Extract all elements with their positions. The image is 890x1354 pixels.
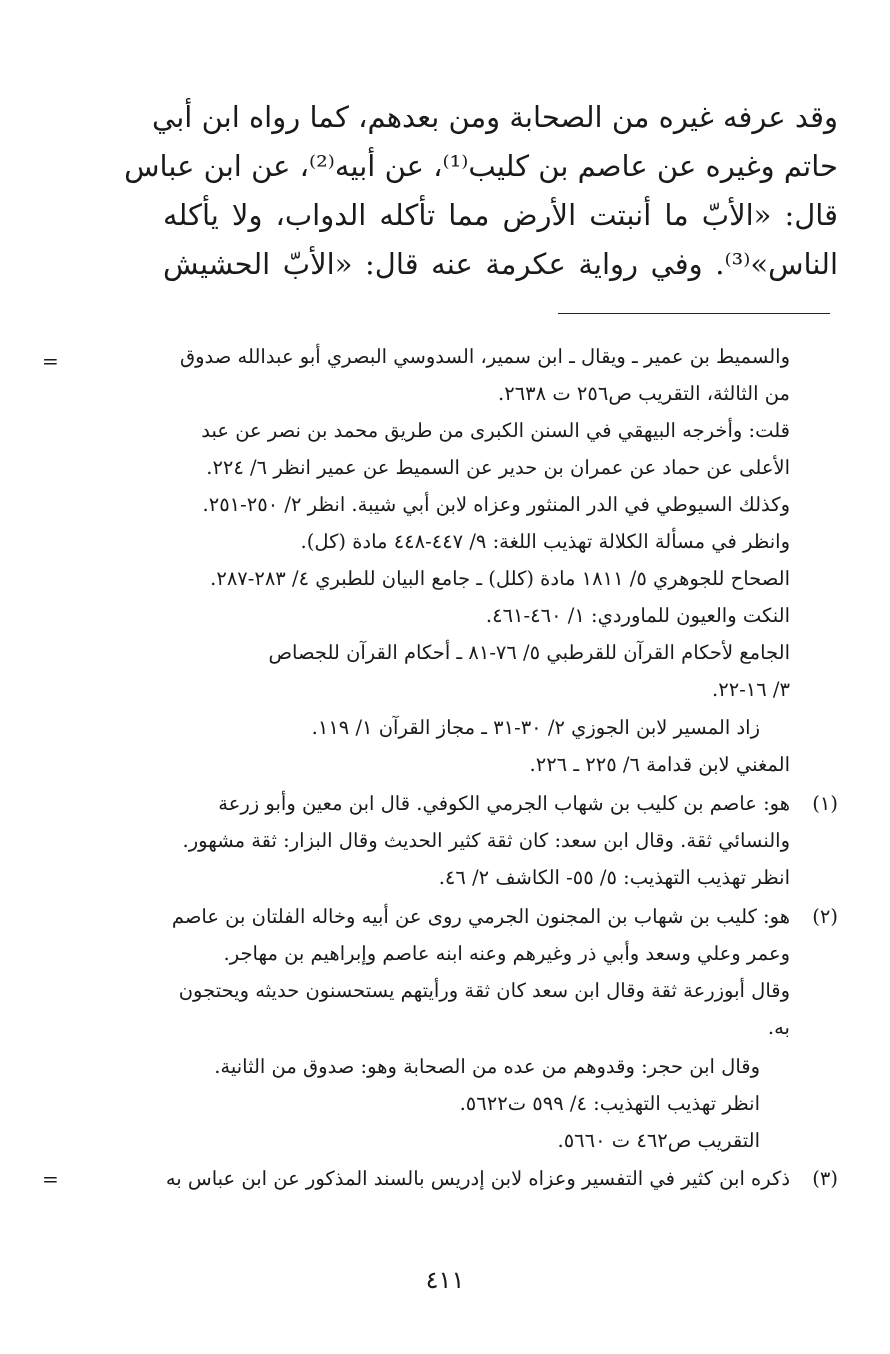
footnote-number: (٣) bbox=[812, 1167, 838, 1190]
continued-note-line: من الثالثة، التقريب ص٢٥٦ ت ٢٦٣٨. bbox=[498, 382, 790, 405]
continued-note-line: الصحاح للجوهري ٥/ ١٨١١ مادة (كلل) ـ جامع البيان للطبري ٤/ ٢٨٣-٢٨٧. bbox=[210, 567, 790, 590]
page-number: ٤١١ bbox=[425, 1266, 465, 1294]
main-text-line-4: الناس»⁽³⁾. وفي رواية عكرمة عنه قال: «الأبّ الحشيش bbox=[163, 247, 838, 281]
continuation-mark: = bbox=[42, 349, 59, 373]
footnote-line: به. bbox=[767, 1016, 790, 1039]
continued-note-line: والسميط بن عمير ـ ويقال ـ ابن سمير، السدوسي البصري أبو عبدالله صدوق bbox=[180, 345, 790, 368]
main-text-line-1: وقد عرفه غيره من الصحابة ومن بعدهم، كما رواه ابن أبي bbox=[152, 100, 838, 134]
continued-note-line: الأعلى عن حماد عن عمران بن حدير عن السميط عن عمير انظر ٦/ ٢٢٤. bbox=[206, 456, 790, 479]
continued-note-line: وانظر في مسألة الكلالة تهذيب اللغة: ٩/ ٤٤٧-٤٤٨ مادة (كل). bbox=[300, 530, 790, 553]
footnote-line: هو: كليب بن شهاب بن المجنون الجرمي روى عن أبيه وخاله الفلتان بن عاصم bbox=[171, 905, 790, 928]
continued-note-line: الجامع لأحكام القرآن للقرطبي ٥/ ٧٦-٨١ ـ أحكام القرآن للجصاص bbox=[268, 641, 790, 664]
footnote-line: انظر تهذيب التهذيب: ٥/ ٥٥- الكاشف ٢/ ٤٦. bbox=[438, 866, 790, 889]
footnote-line: هو: عاصم بن كليب بن شهاب الجرمي الكوفي. قال ابن معين وأبو زرعة bbox=[218, 792, 790, 815]
main-text-line-2: حاتم وغيره عن عاصم بن كليب⁽¹⁾، عن أبيه⁽²⁾، عن ابن عباس bbox=[124, 149, 838, 183]
continued-note-line: المغني لابن قدامة ٦/ ٢٢٥ ـ ٢٢٦. bbox=[529, 753, 790, 776]
footnote-line: وعمر وعلي وسعد وأبي ذر وغيرهم وعنه ابنه عاصم وإبراهيم بن مهاجر. bbox=[223, 942, 790, 965]
footnote-line: التقريب ص٤٦٢ ت ٥٦٦٠. bbox=[557, 1129, 760, 1152]
footnote-line: وقال أبوزرعة ثقة وقال ابن سعد كان ثقة ورأيتهم يستحسنون حديثه ويحتجون bbox=[178, 979, 790, 1002]
main-text-line-3: قال: «الأبّ ما أنبتت الأرض مما تأكله الدواب، ولا يأكله bbox=[163, 198, 838, 232]
footnote-number: (١) bbox=[812, 792, 838, 815]
footnote-line: والنسائي ثقة. وقال ابن سعد: كان ثقة كثير الحديث وقال البزار: ثقة مشهور. bbox=[182, 829, 790, 852]
continued-note-line: زاد المسير لابن الجوزي ٢/ ٣٠-٣١ ـ مجاز القرآن ١/ ١١٩. bbox=[311, 716, 760, 739]
continues-mark: = bbox=[42, 1167, 59, 1191]
footnote-line: وقال ابن حجر: وقدوهم من عده من الصحابة وهو: صدوق من الثانية. bbox=[214, 1055, 760, 1078]
footnote-separator bbox=[558, 313, 830, 314]
footnote-number: (٢) bbox=[812, 905, 838, 928]
footnote-line: انظر تهذيب التهذيب: ٤/ ٥٩٩ ت٥٦٢٢. bbox=[459, 1092, 760, 1115]
continued-note-line: النكت والعيون للماوردي: ١/ ٤٦٠-٤٦١. bbox=[485, 604, 790, 627]
continued-note-line: قلت: وأخرجه البيهقي في السنن الكبرى من طريق محمد بن نصر عن عبد bbox=[201, 419, 790, 442]
continued-note-line: ٣/ ١٦-٢٢. bbox=[712, 678, 790, 701]
continued-note-line: وكذلك السيوطي في الدر المنثور وعزاه لابن أبي شيبة. انظر ٢/ ٢٥٠-٢٥١. bbox=[202, 493, 790, 516]
footnote-line: ذكره ابن كثير في التفسير وعزاه لابن إدريس بالسند المذكور عن ابن عباس به bbox=[165, 1167, 790, 1190]
